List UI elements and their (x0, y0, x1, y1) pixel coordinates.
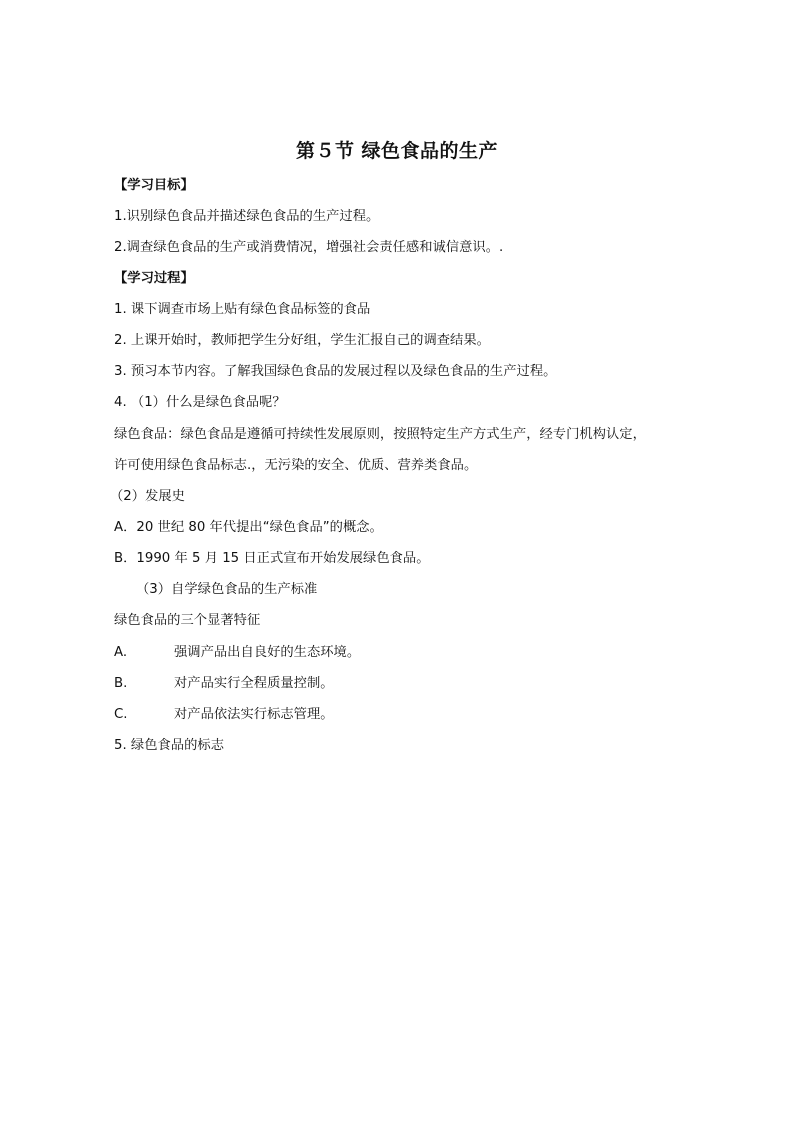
step-item-3: 3. 预习本节内容。了解我国绿色食品的发展过程以及绿色食品的生产过程。 (114, 364, 557, 379)
history-item-a: A．20 世纪 80 年代提出“绿色食品”的概念。 (114, 520, 383, 535)
feature-label: A. (114, 645, 128, 660)
history-heading: （2）发展史 (110, 489, 185, 504)
step-item-4: 4. （1）什么是绿色食品呢？ (114, 395, 286, 410)
step-item-5: 5. 绿色食品的标志 (114, 738, 224, 753)
history-item-b: B．1990 年 5 月 15 日正式宣布开始发展绿色食品。 (114, 551, 430, 566)
definition-line-1: 绿色食品：绿色食品是遵循可持续性发展原则，按照特定生产方式生产，经专门机构认定， (114, 427, 646, 442)
standard-heading: （3）自学绿色食品的生产标准 (136, 582, 318, 597)
feature-label: B. (114, 676, 128, 691)
features-heading: 绿色食品的三个显著特征 (114, 613, 261, 628)
feature-text: 对产品依法实行标志管理。 (174, 707, 334, 722)
step-item-1: 1. 课下调查市场上贴有绿色食品标签的食品 (114, 302, 371, 317)
section-heading-goals: 【学习目标】 (114, 178, 194, 193)
feature-item-c (114, 706, 334, 724)
goal-item-2: 2.调查绿色食品的生产或消费情况，增强社会责任感和诚信意识。. (114, 240, 504, 255)
definition-line-2: 许可使用绿色食品标志.，无污染的安全、优质、营养类食品。 (114, 458, 478, 473)
feature-text: 对产品实行全程质量控制。 (174, 676, 334, 691)
feature-item-b (114, 675, 334, 693)
feature-item-a (114, 644, 360, 662)
goal-item-1: 1.识别绿色食品并描述绿色食品的生产过程。 (114, 209, 380, 224)
feature-label: C. (114, 707, 128, 722)
page-title: 第５节 绿色食品的生产 (295, 140, 499, 162)
section-heading-process: 【学习过程】 (114, 271, 194, 286)
step-item-2: 2. 上课开始时，教师把学生分好组，学生汇报自己的调查结果。 (114, 333, 490, 348)
feature-text: 强调产品出自良好的生态环境。 (174, 645, 361, 660)
